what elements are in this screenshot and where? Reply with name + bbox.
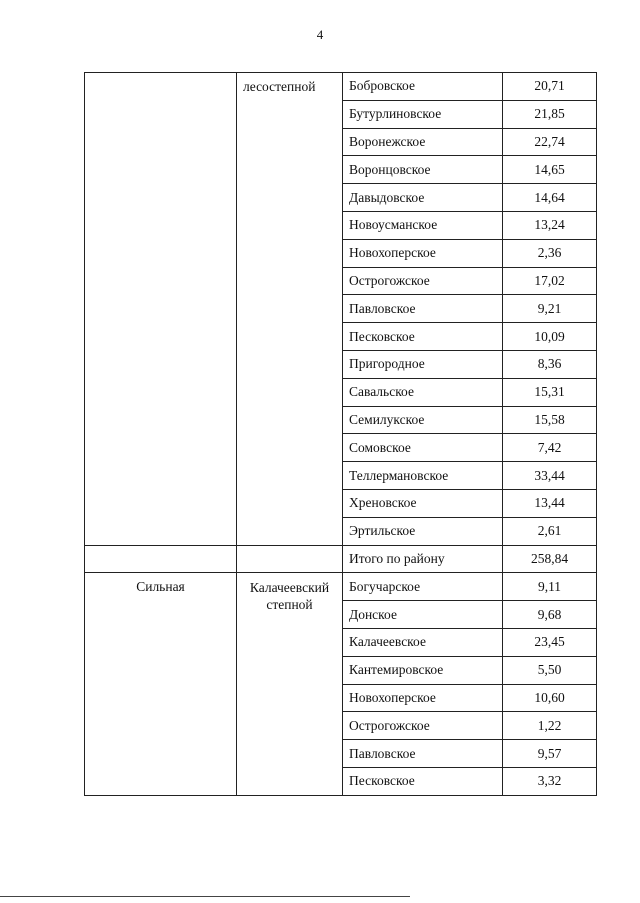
- area-value: 22,74: [503, 128, 597, 156]
- area-value: 9,57: [503, 740, 597, 768]
- forestry-name: Донское: [343, 601, 503, 629]
- total-row: [85, 545, 597, 573]
- area-value: 9,68: [503, 601, 597, 629]
- forestry-name: Бобровское: [343, 73, 503, 101]
- total-label: Итого по району: [343, 545, 503, 573]
- area-value: 2,36: [503, 239, 597, 267]
- degree-cell: Сильная: [85, 573, 237, 795]
- bottom-rule: [0, 896, 410, 897]
- page-number: 4: [316, 27, 324, 42]
- area-value: 23,45: [503, 628, 597, 656]
- area-value: 10,09: [503, 323, 597, 351]
- area-value: 2,61: [503, 517, 597, 545]
- empty-cell: [85, 545, 237, 573]
- area-value: 13,24: [503, 211, 597, 239]
- area-value: 1,22: [503, 712, 597, 740]
- forestry-name: Пригородное: [343, 350, 503, 378]
- forestry-name: Калачеевское: [343, 628, 503, 656]
- forestry-name: Павловское: [343, 740, 503, 768]
- forestry-name: Хреновское: [343, 489, 503, 517]
- area-value: 9,11: [503, 573, 597, 601]
- forestry-name: Новохоперское: [343, 239, 503, 267]
- area-value: 15,58: [503, 406, 597, 434]
- forestry-name: Воронежское: [343, 128, 503, 156]
- forestry-name: Сомовское: [343, 434, 503, 462]
- area-value: 33,44: [503, 462, 597, 490]
- area-value: 14,65: [503, 156, 597, 184]
- forestry-name: Воронцовское: [343, 156, 503, 184]
- area-value: 8,36: [503, 350, 597, 378]
- area-value: 3,32: [503, 767, 597, 795]
- area-value: 20,71: [503, 73, 597, 101]
- forestry-name: Новохоперское: [343, 684, 503, 712]
- forestry-name: Песковское: [343, 767, 503, 795]
- forestry-name: Давыдовское: [343, 184, 503, 212]
- total-value: 258,84: [503, 545, 597, 573]
- forestry-name: Теллермановское: [343, 462, 503, 490]
- forestry-name: Острогожское: [343, 712, 503, 740]
- zone-cell: [237, 573, 343, 795]
- area-value: 21,85: [503, 100, 597, 128]
- zone-cell: лесостепной: [237, 73, 343, 546]
- area-value: 10,60: [503, 684, 597, 712]
- forestry-name: Новоусманское: [343, 211, 503, 239]
- forestry-name: Богучарское: [343, 573, 503, 601]
- forestry-table: [84, 72, 597, 796]
- forestry-name: Савальское: [343, 378, 503, 406]
- table-row: [85, 573, 597, 601]
- forestry-name: Кантемировское: [343, 656, 503, 684]
- forestry-name: Песковское: [343, 323, 503, 351]
- area-value: 9,21: [503, 295, 597, 323]
- forestry-name: Эртильское: [343, 517, 503, 545]
- area-value: 15,31: [503, 378, 597, 406]
- forestry-name: Бутурлиновское: [343, 100, 503, 128]
- area-value: 7,42: [503, 434, 597, 462]
- area-value: 17,02: [503, 267, 597, 295]
- forestry-name: Павловское: [343, 295, 503, 323]
- area-value: 5,50: [503, 656, 597, 684]
- area-value: 13,44: [503, 489, 597, 517]
- forestry-name: Семилукское: [343, 406, 503, 434]
- degree-cell: [85, 73, 237, 546]
- area-value: 14,64: [503, 184, 597, 212]
- empty-cell: [237, 545, 343, 573]
- zone-label: Калачеевский степной: [249, 580, 330, 613]
- forestry-name: Острогожское: [343, 267, 503, 295]
- table-row: [85, 73, 597, 101]
